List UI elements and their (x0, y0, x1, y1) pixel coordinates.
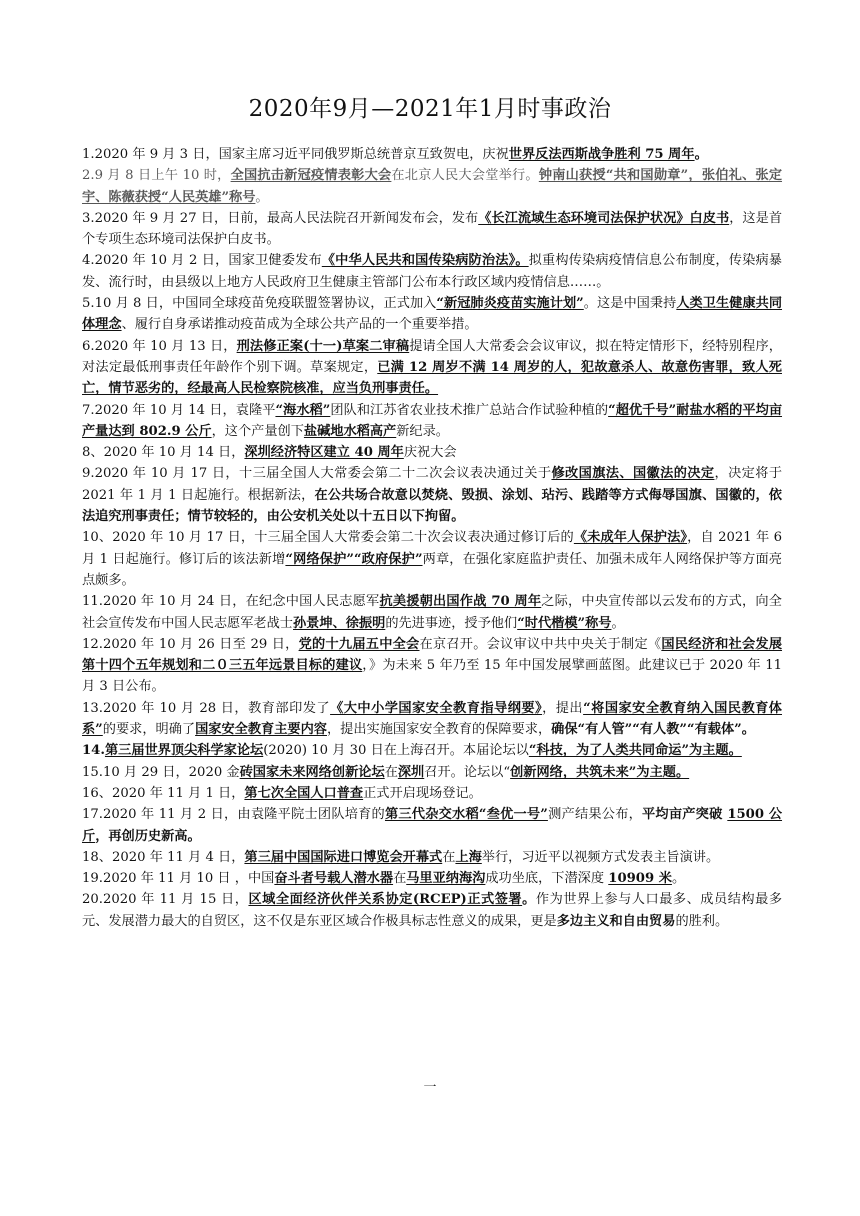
item-text: 13.2020 年 10 月 28 日，教育部印发了 (82, 700, 331, 716)
item-text: 新纪录。 (396, 423, 449, 439)
news-item (82, 698, 782, 741)
item-text: (2020) 10 月 30 日在上海召开。本届论坛以 (263, 743, 529, 759)
emphasis-text: 第三代杂交水稻“叁优一号” (384, 807, 548, 823)
emphasis-text: 国民经济和社会发展第十四个五年规划和二０三五年远景目标的建议 (82, 636, 783, 674)
emphasis-text: 确保“有人管”“有人教”“有载体”。 (551, 722, 755, 738)
emphasis-text: 。 (522, 892, 536, 908)
emphasis-text: 区域全面经济伙伴关系协定(RCEP)正式签署 (248, 892, 523, 908)
emphasis-text: 第七次全国人口普查 (244, 785, 364, 801)
item-text: 3.2020 年 9 月 27 日，日前，最高人民法院召开新闻发布会，发布 (82, 210, 479, 226)
emphasis-text: 砖国家未来网络创新论坛 (239, 764, 385, 780)
item-text: 在北京人民大会堂举行。 (391, 168, 539, 184)
emphasis-text: 在公共场合故意以焚烧、毁损、涂划、玷污、践踏等方式侮辱国旗、国徽的，依法追究刑事责任；情节较轻的，由公安机关处以十五日以下拘留。 (82, 487, 782, 525)
news-item (82, 144, 782, 165)
item-text: 。这是中国秉持 (583, 296, 677, 312)
item-text: 9.2020 年 10 月 17 日，十三届全国人大常委会第二十二次会议表决通过关于 (82, 466, 552, 482)
item-text: ，这是首个专项生态环境司法保护白皮书。 (82, 210, 783, 248)
emphasis-text: 上海 (455, 849, 482, 865)
news-item (82, 527, 782, 591)
emphasis-text: 盐碱地水稻高产 (303, 423, 397, 439)
emphasis-text: “新冠肺炎疫苗实施计划” (436, 296, 584, 312)
item-text: 庆祝大会 (403, 445, 457, 461)
item-text: 提请全国人大常委会会议审议，拟在特定情形下，经特别程序，对法定最低刑事责任年龄作个别下调。草案规定， (82, 338, 782, 375)
emphasis-text: 刑法修正案(十一)草案二审稿 (236, 338, 410, 354)
item-text: 举行，习近平以视频方式发表主旨演讲。 (481, 849, 720, 865)
item-text: ，这个产量创下 (211, 423, 304, 439)
item-text: 。 (671, 871, 686, 887)
item-text: 成功坐底，下潜深度 (485, 871, 609, 887)
page-title: 2020年9月—2021年1月时事政治 (248, 96, 612, 122)
news-item (82, 783, 782, 804)
item-text: ，提出 (542, 700, 584, 716)
item-text: 团队和江苏省农业技术推广总站合作试验种植的 (330, 402, 609, 418)
item-text: 两章，在强化家庭监护责任、加强未成年人网络保护等方面亮点颇多。 (82, 551, 782, 588)
news-item (82, 634, 782, 698)
emphasis-text: 钟南山获授“共和国勋章”，张伯礼、张定宇、陈薇获授“人民英雄”称号 (82, 168, 783, 205)
emphasis-text: 深圳经济特区建立 40 周年 (244, 445, 404, 461)
emphasis-text: 《中华人民共和国传染病防治法》。 (321, 253, 529, 269)
item-text: 18、2020 年 11 月 4 日， (82, 849, 245, 865)
emphasis-text: 孙景坤、徐振明 (293, 615, 386, 631)
emphasis-text: “网络保护”“政府保护” (285, 551, 423, 567)
item-text: 1.2020 年 9 月 3 日，国家主席习近平同俄罗斯总统普京互致贺电，庆祝 (82, 147, 509, 162)
item-text: 的胜利。 (675, 913, 729, 929)
item-text: 测产结果公布， (547, 807, 643, 823)
item-text: ，提出实施国家安全教育的保障要求， (326, 722, 552, 738)
emphasis-text: “超优千号”耐盐水稻的平均亩产量达到 802.9 公斤 (82, 402, 783, 439)
item-text: 的要求，明确了 (102, 722, 196, 738)
emphasis-text: 创新网络，共筑未来”为主题。 (510, 764, 690, 780)
item-text: 17.2020 年 11 月 2 日，由袁隆平院士团队培育的 (82, 807, 385, 823)
emphasis-text: 修改国旗法、国徽法的决定 (551, 466, 715, 482)
item-text: 。 (255, 189, 269, 205)
item-text: 在 (384, 764, 398, 780)
item-text: 6.2020 年 10 月 13 日， (82, 338, 237, 354)
emphasis-text: 人类卫生健康共同体理念 (82, 296, 783, 333)
item-text: 在 (442, 849, 456, 865)
emphasis-text: 10909 米 (608, 871, 672, 887)
emphasis-text: 党的十九届五中全会 (298, 636, 420, 652)
news-item (82, 165, 782, 208)
item-text: ，自 2021 年 6 月 1 日起施行。修订后的该法新增 (82, 530, 782, 567)
news-item (82, 293, 782, 336)
emphasis-text: 奋斗者号载人潜水器 (274, 871, 394, 887)
emphasis-text: ，再创历史新高。 (95, 828, 201, 844)
emphasis-text: 第三届中国国际进口博览会开幕式 (244, 849, 443, 865)
emphasis-text: 第三届世界顶尖科学家论坛 (104, 743, 264, 759)
news-item (82, 740, 782, 761)
item-text: ，决定将于 2021 年 1 月 1 日起施行。根据新法， (82, 466, 783, 503)
news-item (82, 336, 782, 400)
item-text: 2.9 月 8 日上午 10 时， (82, 168, 231, 184)
emphasis-text: “将国家安全教育纳入国民教育体系” (82, 700, 782, 738)
emphasis-text: 全国抗击新冠疫情表彰大会 (230, 168, 392, 184)
item-text: 作为世界上参与人口最多、成员结构最多元、发展潜力最大的自贸区，这不仅是东亚区域合作极具标志性意义的成果，更是 (82, 892, 783, 929)
emphasis-text: 多边主义和自由贸易 (556, 913, 676, 929)
emphasis-text: “时代楷模”称号 (517, 615, 612, 631)
item-text: 10、2020 年 10 月 17 日，十三届全国人大常委会第二十次会议表决通过修订后的 (82, 530, 574, 546)
emphasis-text: 《未成年人保护法》 (573, 530, 688, 546)
item-text: 12.2020 年 10 月 26 日至 29 日， (82, 636, 299, 652)
item-text: 。 (611, 615, 625, 631)
item-text: 11.2020 年 10 月 24 日，在纪念中国人民志愿军 (82, 594, 380, 610)
item-text: 20.2020 年 11 月 15 日， (82, 892, 249, 908)
news-item (82, 463, 782, 527)
item-text: 之际，中央宣传部以云发布的方式，向全社会宣传发布中国人民志愿军老战士 (82, 594, 782, 631)
item-text: 在京召开。会议审议中共中央关于制定《 (419, 636, 662, 652)
emphasis-text: “科技，为了人类共同命运”为主题。 (528, 743, 742, 759)
emphasis-text: 深圳 (397, 764, 425, 780)
emphasis-text: “海水稻” (275, 402, 331, 418)
news-item (82, 400, 782, 443)
news-item (82, 762, 782, 783)
news-item (82, 250, 782, 293)
emphasis-text: 世界反法西斯战争胜利 75 周年 (508, 147, 695, 162)
item-text: ，》为未来 5 年乃至 15 年中国发展擘画蓝图。此建议已于 2020 年 11 月 3 日公布。 (82, 658, 782, 695)
emphasis-text: 抗美援朝出国作战 70 周年 (379, 594, 542, 610)
item-text: 4.2020 年 10 月 2 日，国家卫健委发布 (82, 253, 322, 269)
news-item (82, 804, 782, 847)
item-text: 召开。论坛以“ (424, 764, 511, 780)
item-text: 拟重构传染病疫情信息公布制度，传染病暴发、流行时，由县级以上地方人民政府卫生健康主管部门公布本行政区域内疫情信息……。 (82, 253, 782, 290)
news-item (82, 868, 782, 889)
news-item (82, 889, 782, 932)
item-text: 正式开启现场登记。 (363, 785, 482, 801)
news-item (82, 847, 782, 868)
emphasis-text: 14. (82, 743, 105, 759)
news-item (82, 442, 782, 463)
emphasis-text: 。 (694, 147, 708, 162)
item-text: 15.10 月 29 日，2020 金 (82, 764, 240, 780)
news-item (82, 591, 782, 634)
emphasis-text: 《长江流域生态环境司法保护状况》白皮书 (478, 210, 730, 226)
item-text: 在 (393, 871, 407, 887)
emphasis-text: 《大中小学国家安全教育指导纲要》 (330, 700, 543, 716)
emphasis-text: 1500 公斤 (82, 807, 783, 844)
item-text: 7.2020 年 10 月 14 日，袁隆平 (82, 402, 276, 418)
news-list (82, 144, 782, 932)
emphasis-text: 马里亚纳海沟 (406, 871, 486, 887)
item-text: 16、2020 年 11 月 1 日， (82, 785, 245, 801)
news-item (82, 208, 782, 251)
emphasis-text: 已满 12 周岁不满 14 周岁的人，犯故意杀人、故意伤害罪，致人死亡，情节恶劣的，经最高人民检察院核准，应当负刑事责任。 (82, 359, 782, 397)
item-text: 的先进事迹，授予他们 (385, 615, 518, 631)
item-text: 8、2020 年 10 月 14 日， (82, 445, 245, 461)
page-number: 一 (423, 1080, 437, 1095)
item-text: 19.2020 年 11 月 10 日 ，中国 (82, 871, 275, 887)
item-text: 、履行自身承诺推动疫苗成为全球公共产品的一个重要举措。 (121, 317, 478, 333)
emphasis-text: 国家安全教育主要内容 (195, 722, 327, 738)
item-text: 5.10 月 8 日，中国同全球疫苗免疫联盟签署协议，正式加入 (82, 296, 437, 312)
emphasis-text: 平均亩产突破 (642, 807, 728, 823)
